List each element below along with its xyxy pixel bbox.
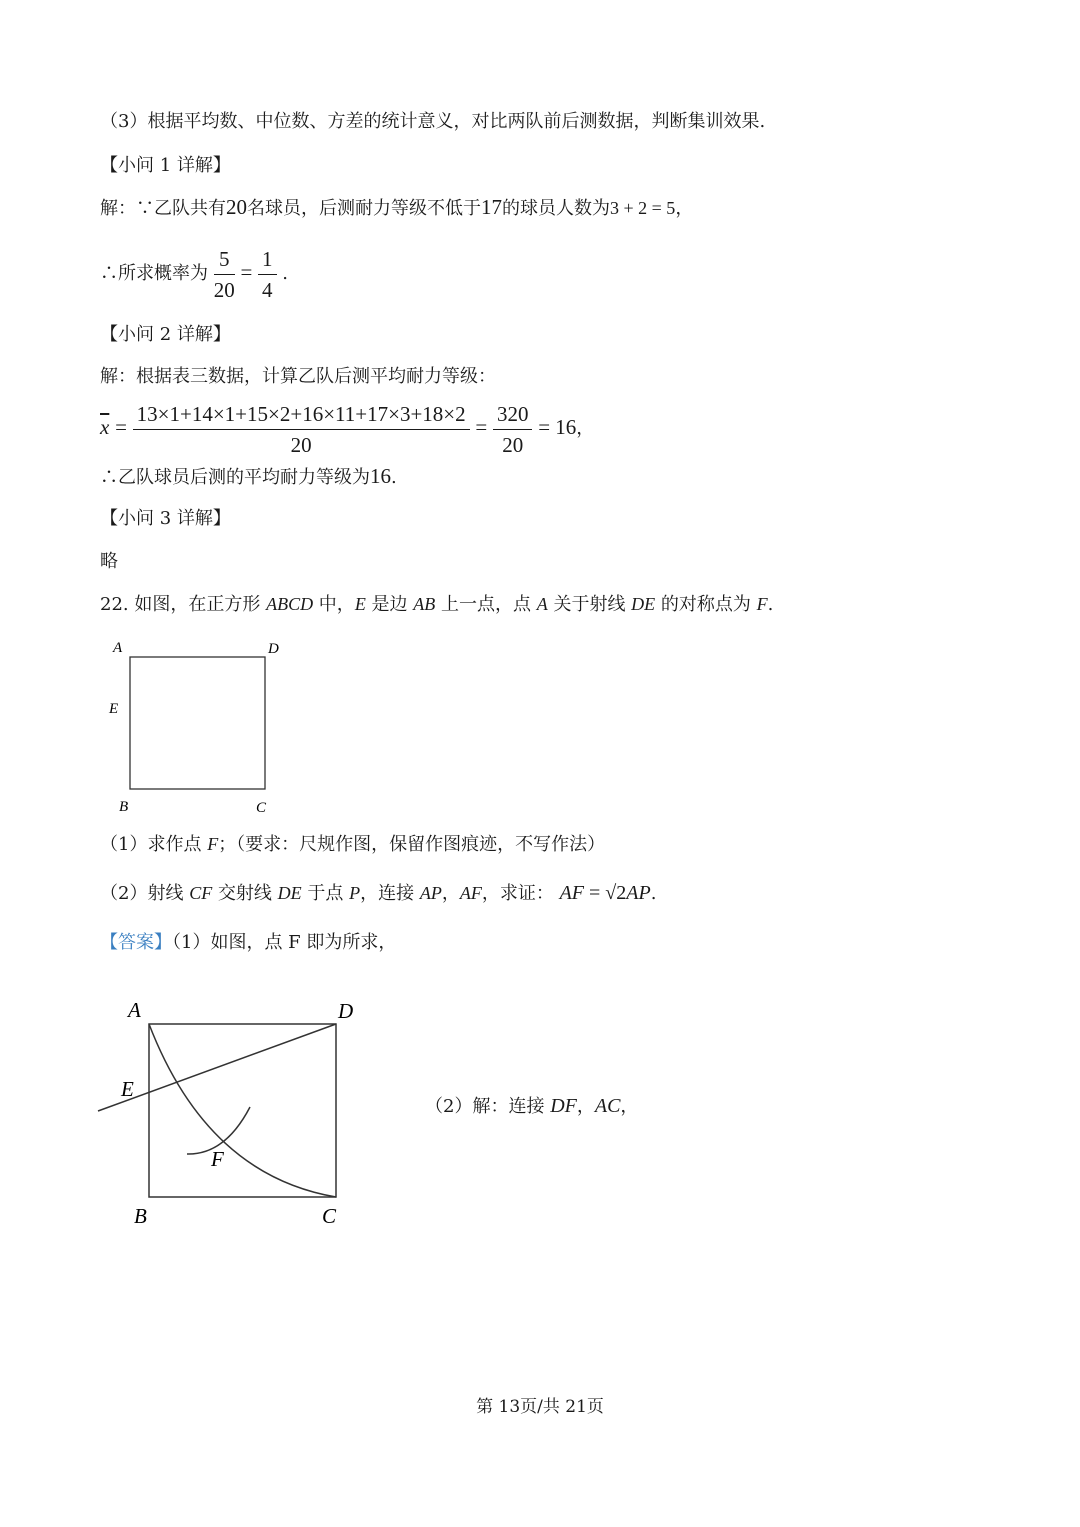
sub2-result-end: ， <box>576 418 595 439</box>
q22-p2-cf: CF <box>189 883 213 903</box>
q22-e: E <box>354 594 366 614</box>
sub2-xbar: $\overline{x}$ <box>100 415 110 439</box>
q22-formula-root: √2 <box>605 882 627 904</box>
sub1-frac1-den: 20 <box>213 277 235 302</box>
sub2-l3-end: . <box>391 467 397 488</box>
sub2-frac1-num: 13×1+14×1+15×2+16×11+17×3+18×2 <box>133 401 470 430</box>
q22-formula-af: AF <box>559 882 585 904</box>
q22-p1b: ；（要求：尺规作图，保留作图痕迹，不写作法） <box>218 834 606 855</box>
part2-df: DF <box>550 1095 577 1117</box>
sub1-expr: 3 + 2 = 5 <box>610 198 676 218</box>
part2-b: ， <box>576 1096 595 1117</box>
sub-question-3-text: （3）根据平均数、中位数、方差的统计意义，对比两队前后测数据，判断集训效果. <box>100 111 766 132</box>
q22-formula-eq: = <box>584 882 606 904</box>
q22-d: 上一点，点 <box>435 594 537 615</box>
sub2-line3 <box>100 464 397 490</box>
sub1-frac2-den: 4 <box>262 277 273 302</box>
sub2-frac2-den: 20 <box>502 432 524 457</box>
sub2-l3a: ∴乙队球员后测的平均耐力等级为 <box>100 467 370 488</box>
square-abcd <box>130 657 265 789</box>
part2-c: ， <box>620 1096 639 1117</box>
q22-p2-ap: AP <box>419 883 442 903</box>
sub2-eq1: = <box>115 415 127 439</box>
answer-line <box>100 931 396 955</box>
sub2-header: 【小问 2 详解】 <box>100 324 231 345</box>
q22-formula-ap: AP <box>626 882 651 904</box>
sub1-l1b: 名球员，后测耐力等级不低于 <box>247 198 481 219</box>
q22-p2b: 交射线 <box>212 883 278 904</box>
sub1-header: 【小问 1 详解】 <box>100 155 231 176</box>
q22-p2d: ，连接 <box>360 883 420 904</box>
q22-a: 22. 如图，在正方形 <box>100 594 267 615</box>
sub2-fraction-1 <box>133 401 470 458</box>
part2-ac: AC <box>594 1095 621 1117</box>
q22-p2-af: AF <box>459 883 482 903</box>
fig1-label-d: D <box>268 641 279 657</box>
fig2-label-d: D <box>338 999 354 1023</box>
sub1-l1a: 解：∵乙队共有 <box>100 198 226 219</box>
q22-F: F <box>756 594 768 614</box>
sub1-n20: 20 <box>226 195 247 219</box>
page-footer: 第 13页/共 21页 <box>476 1397 604 1417</box>
fig1-label-e: E <box>109 701 119 717</box>
sub2-frac1-den: 20 <box>290 432 312 457</box>
fig1-label-b: B <box>119 799 129 815</box>
sub1-fraction-1 <box>214 246 235 303</box>
q22-abcd: ABCD <box>266 594 314 614</box>
fig2-label-b: B <box>134 1204 147 1228</box>
q22-a2: A <box>536 594 548 614</box>
figure-construction <box>95 995 375 1235</box>
sub1-l1-end: ， <box>675 198 694 219</box>
q22-f: 关于射线 <box>547 594 632 615</box>
q22-b: 中， <box>313 594 355 615</box>
q22-g: 的对称点为 <box>655 594 757 615</box>
sub1-line1 <box>100 195 693 221</box>
sub1-l2-end: . <box>282 263 289 284</box>
sub1-eq: = <box>240 260 253 284</box>
sub1-l1c: 的球员人数为 <box>502 198 610 219</box>
q22-part2 <box>100 881 656 906</box>
sub1-frac2-num: 1 <box>258 246 277 275</box>
sub2-result: = 16 <box>538 415 577 439</box>
q22-p2c: 于点 <box>301 883 350 904</box>
q22-p2-p: P <box>349 883 361 903</box>
sub2-line1: 解：根据表三数据，计算乙队后测平均耐力等级： <box>100 366 496 387</box>
sub2-l3-num: 16 <box>370 464 391 488</box>
answer-tag: 【答案】 <box>100 932 172 953</box>
q22-de: DE <box>631 594 656 614</box>
fig1-label-a: A <box>113 640 123 656</box>
sub1-n17: 17 <box>481 195 502 219</box>
sub2-formula <box>100 398 594 458</box>
q22-p2-end: . <box>650 883 657 904</box>
q22-part1 <box>100 832 605 857</box>
sub3-header: 【小问 3 详解】 <box>100 508 231 529</box>
fig1-label-c: C <box>256 800 267 816</box>
q22-p2-de: DE <box>277 883 302 903</box>
question-22-statement <box>100 592 773 617</box>
part2-solution-line <box>425 1094 638 1119</box>
q22-p2e: ， <box>441 883 460 904</box>
sub1-l2a: ∴所求概率为 <box>100 263 208 284</box>
answer-text: （1）如图，点 F 即为所求， <box>172 932 397 953</box>
fig2-label-f: F <box>211 1147 224 1171</box>
q22-p1a: （1）求作点 <box>100 834 208 855</box>
sub1-frac1-num: 5 <box>214 246 235 275</box>
sub2-fraction-2 <box>493 401 533 458</box>
q22-ab: AB <box>413 594 436 614</box>
sub1-fraction-2 <box>258 246 277 303</box>
q22-p2f: ，求证： <box>481 883 554 904</box>
fig2-label-e: E <box>121 1077 134 1101</box>
sub1-line2 <box>100 243 288 303</box>
figure-square <box>100 632 300 822</box>
part2-a: （2）解：连接 <box>425 1096 551 1117</box>
q22-p2a: （2）射线 <box>100 883 190 904</box>
arc-centered-d <box>149 1024 336 1197</box>
fig2-label-a: A <box>128 998 141 1022</box>
q22-h: . <box>767 594 774 615</box>
fig2-label-c: C <box>322 1204 337 1228</box>
square-abcd-2 <box>149 1024 336 1197</box>
q22-p1-F: F <box>207 834 219 854</box>
q22-c: 是边 <box>365 594 414 615</box>
sub3-text: 略 <box>100 551 118 572</box>
sub2-eq2: = <box>475 415 488 439</box>
sub2-frac2-num: 320 <box>493 401 533 430</box>
